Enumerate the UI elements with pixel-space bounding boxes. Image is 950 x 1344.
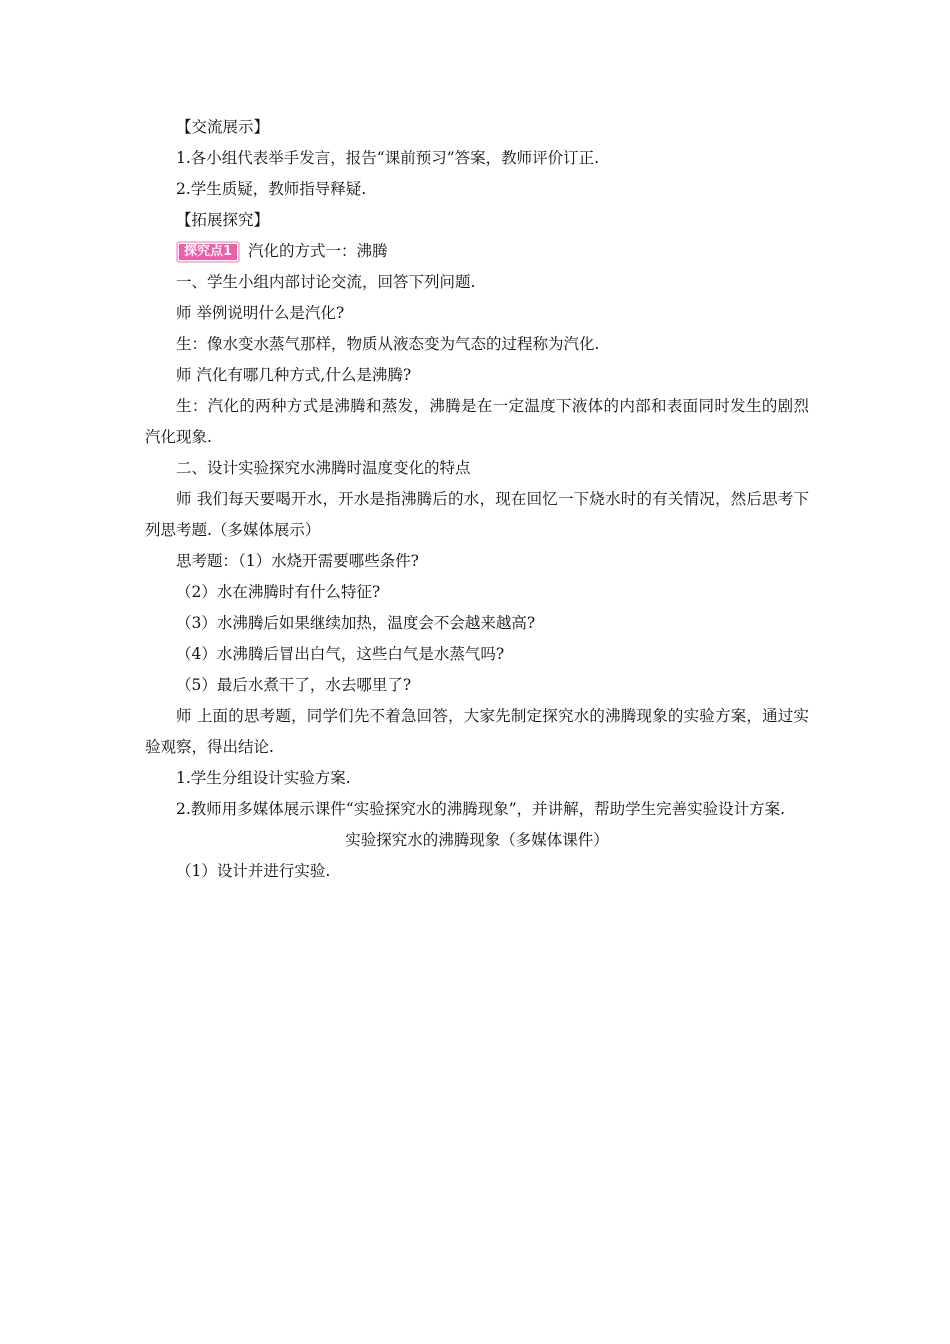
question-item: （4）水沸腾后冒出白气，这些白气是水蒸气吗? <box>176 645 505 663</box>
paragraph: 2.学生质疑，教师指导释疑. <box>176 180 367 198</box>
exploration-point-title: 汽化的方式一：沸腾 <box>248 242 388 260</box>
paragraph: 一、学生小组内部讨论交流，回答下列问题. <box>176 273 476 291</box>
paragraph: 2.教师用多媒体展示课件“实验探究水的沸腾现象”，并讲解，帮助学生完善实验设计方案. <box>176 800 786 818</box>
question-item: （2）水在沸腾时有什么特征? <box>176 583 381 601</box>
paragraph: 1.各小组代表举手发言，报告“课前预习”答案，教师评价订正. <box>176 149 600 167</box>
question-item: （5）最后水煮干了，水去哪里了? <box>176 676 412 694</box>
paragraph: （1）设计并进行实验. <box>176 862 331 880</box>
document-body <box>145 112 809 887</box>
section-heading-exchange: 【交流展示】 <box>176 118 270 136</box>
paragraph: 生：汽化的两种方式是沸腾和蒸发，沸腾是在一定温度下液体的内部和表面同时发生的剧烈汽化现象. <box>145 397 809 446</box>
paragraph: 二、设计实验探究水沸腾时温度变化的特点 <box>176 459 471 477</box>
section-heading-extension: 【拓展探究】 <box>176 211 270 229</box>
paragraph: 师 汽化有哪几种方式,什么是沸腾? <box>176 366 412 384</box>
paragraph: 1.学生分组设计实验方案. <box>176 769 351 787</box>
exploration-point-badge: 探究点1 <box>176 241 240 263</box>
centered-caption: 实验探究水的沸腾现象（多媒体课件） <box>345 831 609 849</box>
paragraph: 师 举例说明什么是汽化? <box>176 304 345 322</box>
exploration-point-heading <box>176 236 809 267</box>
question-item: （3）水沸腾后如果继续加热，温度会不会越来越高? <box>176 614 536 632</box>
paragraph: 师 上面的思考题，同学们先不着急回答，大家先制定探究水的沸腾现象的实验方案，通过实验观察，得出结论. <box>145 707 809 756</box>
paragraph: 师 我们每天要喝开水，开水是指沸腾后的水，现在回忆一下烧水时的有关情况，然后思考下列思考题.（多媒体展示） <box>145 490 809 539</box>
paragraph: 生：像水变水蒸气那样，物质从液态变为气态的过程称为汽化. <box>176 335 600 353</box>
question-item: 思考题：（1）水烧开需要哪些条件? <box>176 552 419 570</box>
